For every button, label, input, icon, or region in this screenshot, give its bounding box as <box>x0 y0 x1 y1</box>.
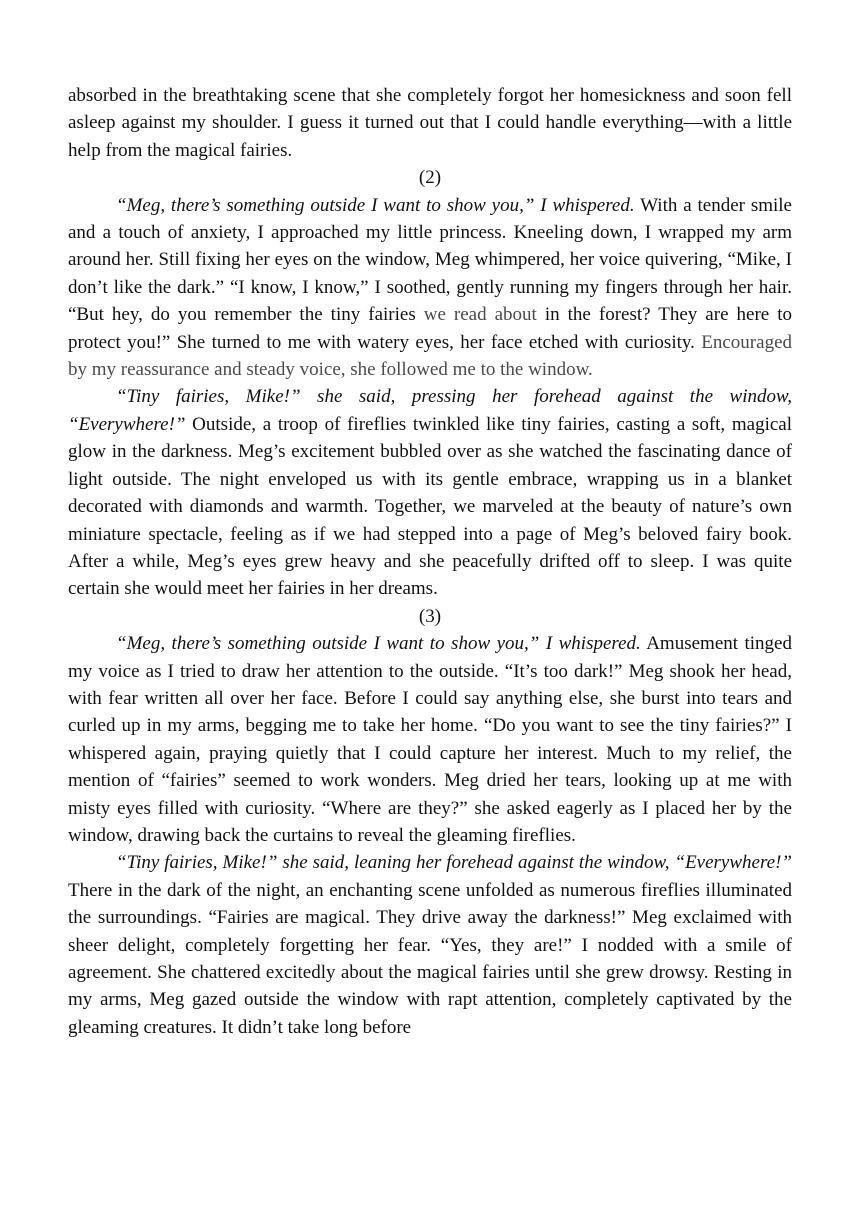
paragraph-text: Outside, a troop of fireflies twinkled like tiny fairies, casting a soft, magical glow in the darkness. Meg’s excitement bubbled over as she watched the fascinating dance of light outside. The night enveloped us with its gentle embrace, wrapping us in a blanket decorated with diamonds and warmth. Together, we marveled at the beauty of nature’s own miniature spectacle, feeling as if we had stepped into a page of Meg’s beloved fairy book. After a while, Meg’s eyes grew heavy and she peacefully drifted off to sleep. I was quite certain she would meet her fairies in her dreams. <box>68 413 792 600</box>
paragraph-text: There in the dark of the night, an enchanting scene unfolded as numerous fireflies illuminated the surroundings. “Fairies are magical. They drive away the darkness!” Meg exclaimed with sheer delight, completely forgetting her fear. “Yes, they are!” I nodded with a smile of agreement. She chattered excitedly about the magical fairies until she grew drowsy. Resting in my arms, Meg gazed outside the window with rapt attention, completely captivated by the gleaming creatures. It didn’t take long before <box>68 879 792 1038</box>
paragraph-text: absorbed in the breathtaking scene that she completely forgot her homesickness and soon fell asleep against my shoulder. I guess it turned out that I could handle everything—with a little help from the magical fairies. <box>68 85 792 161</box>
italic-opening-quote: “Meg, there’s something outside I want to show you,” I whispered. <box>116 194 635 216</box>
paragraph-section3-first <box>68 630 792 849</box>
document-page <box>68 82 792 1041</box>
paragraph-section2-first <box>68 192 792 384</box>
paragraph-text: Amusement tinged my voice as I tried to draw her attention to the outside. “It’s too dark!” Meg shook her head, with fear written all over her face. Before I could say anything else, she burst into tears and curled up in my arms, begging me to take her home. “Do you want to see the tiny fairies?” I whispered again, praying quietly that I could capture her interest. Much to my relief, the mention of “fairies” seemed to work wonders. Meg dried her tears, looking up at me with misty eyes filled with curiosity. “Where are they?” she asked eagerly as I placed her by the window, drawing back the curtains to reveal the gleaming fireflies. <box>68 633 792 846</box>
paragraph-section3-second <box>68 849 792 1041</box>
section-number-2: (2) <box>418 167 442 189</box>
italic-opening-quote: “Tiny fairies, Mike!” she said, leaning her forehead against the window, “Everywhere!” <box>116 852 792 874</box>
paragraph-text-soft: Encouraged by my reassurance and steady voice, she followed me to the window. <box>68 331 792 381</box>
paragraph-section2-second <box>68 383 792 602</box>
section-number-3: (3) <box>418 605 442 627</box>
italic-opening-quote: “Tiny fairies, Mike!” she said, pressing her forehead against the window, “Everywhere!” <box>68 386 792 435</box>
paragraph-text: in the forest? They are here to protect you!” She turned to me with watery eyes, her face etched with curiosity. <box>68 304 793 353</box>
paragraph-text-soft: we read about <box>415 304 537 326</box>
italic-opening-quote: “Meg, there’s something outside I want to show you,” I whispered. <box>116 633 641 655</box>
paragraph-text: With a tender smile and a touch of anxiety, I approached my little princess. Kneeling down, I wrapped my arm around her. Still fixing her eyes on the window, Meg whimpered, her voice quivering, “Mike, I don’t like the dark.” “I know, I know,” I soothed, gently running my fingers through her hair. “But hey, do you remember the tiny fairies <box>68 194 792 326</box>
paragraph-continuation <box>68 82 792 164</box>
